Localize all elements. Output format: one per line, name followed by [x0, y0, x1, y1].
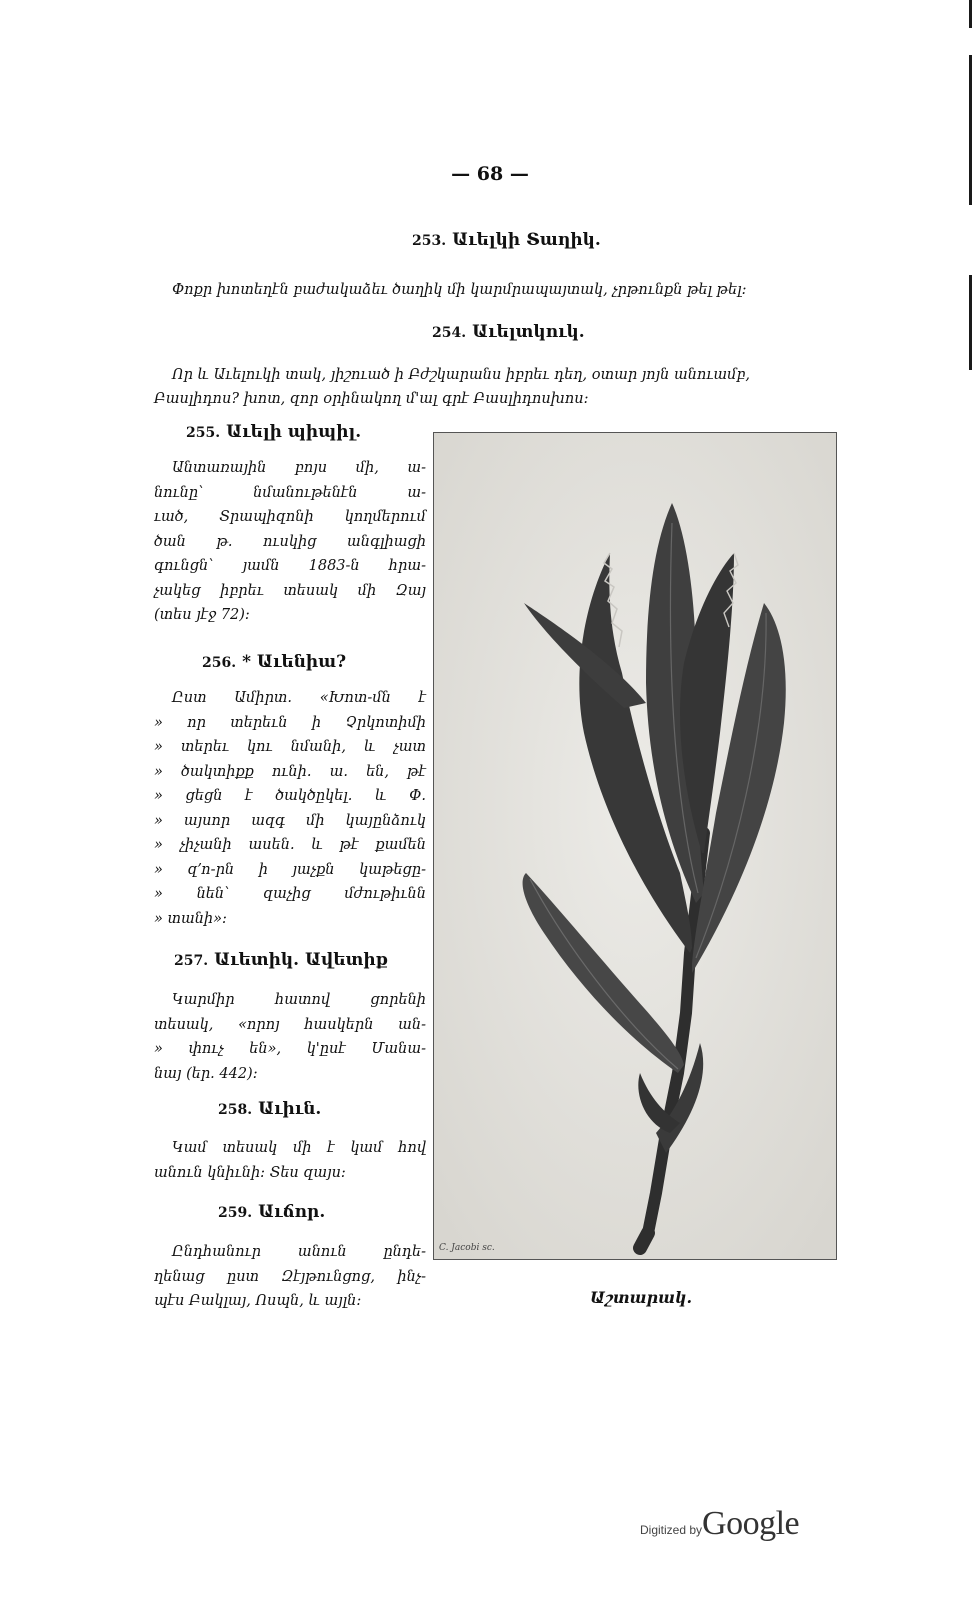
scan-edge-line — [969, 0, 972, 28]
entry-256-heading — [202, 652, 346, 672]
text-line: » տերեւ կու նմանի, և չատ — [154, 739, 426, 755]
engraver-credit: C. Jacobi sc. — [439, 1243, 495, 1253]
entry-256-text — [154, 686, 426, 931]
text-line: նայ (եր. 442)։ — [154, 1065, 258, 1082]
text-line: պէս Բակլայ, Ոսպն, և այլն։ — [154, 1293, 362, 1309]
entry-number: 253. — [412, 233, 447, 249]
entry-number: 258. — [218, 1102, 253, 1118]
text-line: ծան թ. ուսկից անգլիացի — [154, 533, 426, 550]
entry-number: 254. — [432, 325, 467, 341]
entry-number: 259. — [218, 1205, 253, 1221]
entry-259-heading — [218, 1202, 325, 1222]
scan-edge-line — [969, 275, 972, 370]
text-line: Ըստ Ամիրտ. «Խոտ-մն է — [172, 690, 426, 706]
digitized-watermark — [640, 1505, 799, 1543]
text-line: Ընդհանուր անուն ընդե- — [172, 1244, 426, 1260]
text-line: Կամ տեսակ մի է կամ հով — [172, 1140, 426, 1156]
entry-title: Աւելի պիպիլ. — [226, 422, 362, 442]
text-line: ղենաց ըստ Զէյթունցոց, ինչ- — [154, 1268, 426, 1285]
entry-title: Աւճոր. — [258, 1202, 326, 1222]
text-line: » տանի»։ — [154, 910, 227, 927]
entry-number: 255. — [186, 425, 221, 441]
text-line: նունը՝ նմանութենէն ա- — [154, 484, 426, 501]
text-line: Կարմիր հատով ցորենի — [172, 992, 426, 1008]
text-line: Փոքր խոտեղէն բաժակաձեւ ծաղիկ մի կարմրապայտակ, չրթունքն թել թել։ — [172, 282, 747, 298]
text-line: Որ և Աւելուկի տակ, յիշուած ի Բժշկարանս իբրեւ դեղ, օտար յոյն անուամբ, — [172, 367, 751, 383]
entry-title: * Աւենիա? — [242, 652, 347, 672]
text-line: գունցն՝ յամն 1883-ն հրա- — [154, 558, 426, 574]
plate-caption: Աշտարակ. — [590, 1288, 693, 1307]
watermark-brand: Google — [702, 1505, 800, 1542]
text-line: Անտառային բոյս մի, ա- — [172, 460, 426, 476]
text-line: » չիչանի ասեն. և թէ քամեն — [154, 837, 426, 853]
plant-illustration — [433, 432, 837, 1260]
text-line: Բասլիդոս? խոտ, զոր օրինակող մ'ալ գրէ Բասլիդոսխոս։ — [154, 391, 589, 407]
entry-title: Աւելկի Տաղիկ. — [452, 230, 601, 250]
entry-title: Աւիւն. — [258, 1099, 322, 1119]
entry-258-text — [154, 1136, 426, 1185]
text-line: տեսակ, «որոյ հասկերն ան- — [154, 1016, 426, 1033]
text-line: (տես յէջ 72)։ — [154, 607, 250, 623]
entry-255-text — [154, 456, 426, 628]
entry-253-text — [172, 278, 747, 302]
text-line: ւած, Տրապիզոնի կողմերում — [154, 509, 426, 525]
entry-255-heading — [186, 422, 361, 442]
text-line: » ցեցն է ծակծըկել. և Փ. — [154, 788, 426, 804]
entry-257-text — [154, 988, 426, 1086]
text-line: անուն կնիւնի։ Տես զայս։ — [154, 1164, 346, 1181]
text-line: » նեն՝ զաչից մժութիւնն — [154, 886, 426, 902]
entry-number: 256. — [202, 655, 237, 671]
entry-title: Աւելտկուկ. — [472, 322, 585, 342]
text-line: չակեց իբրեւ տեսակ մի Զայ — [154, 582, 426, 599]
entry-254-heading — [432, 322, 585, 342]
entry-257-heading — [174, 950, 388, 970]
entry-258-heading — [218, 1099, 321, 1119]
entry-title: Աւետիկ. Ավետիք — [214, 950, 389, 970]
text-line: » զ՚ո-րն ի յաչքն կաթեցը- — [154, 861, 426, 878]
entry-259-text — [154, 1240, 426, 1314]
page-number: — 68 — — [451, 163, 529, 185]
text-line: » այսոր ազգ մի կայընձուկ — [154, 812, 426, 829]
plant-drawing — [434, 433, 836, 1259]
text-line: » ծակտիքք ունի. ա. են, թէ — [154, 763, 426, 780]
entry-253-heading — [412, 230, 601, 250]
entry-254-text — [154, 363, 750, 411]
watermark-prefix: Digitized by — [640, 1523, 703, 1537]
entry-number: 257. — [174, 953, 209, 969]
text-line: » որ տերեւն ի Չրկոտիմի — [154, 714, 426, 731]
text-line: » փուչ են», կ'ըսէ Մանա- — [154, 1041, 426, 1057]
